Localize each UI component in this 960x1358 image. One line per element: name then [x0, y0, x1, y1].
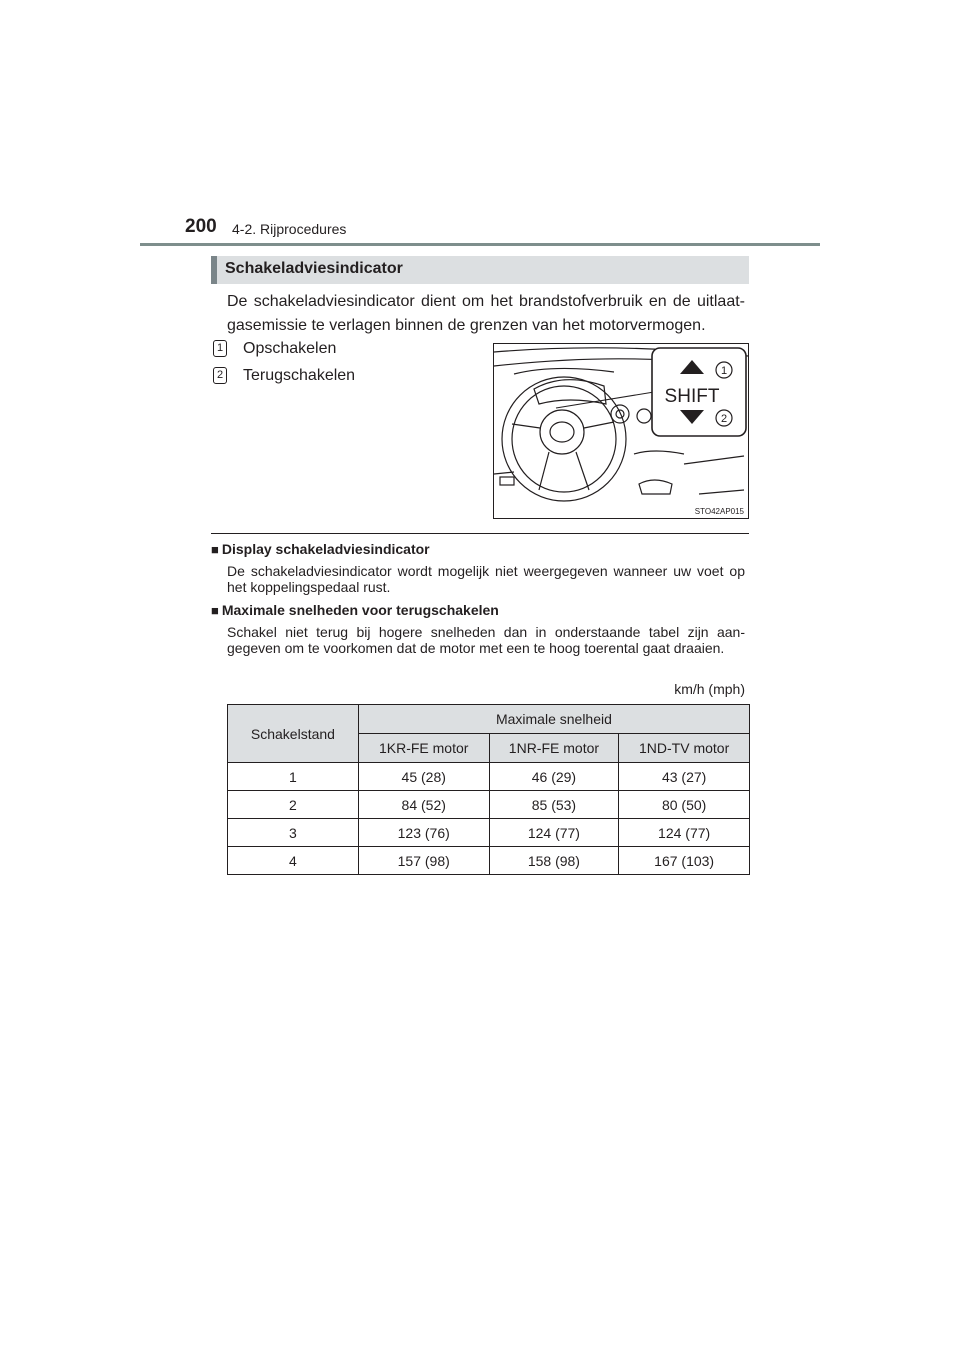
table-row: [228, 791, 750, 819]
section-divider: [211, 533, 749, 534]
table-cell: 80 (50): [619, 791, 750, 819]
dashboard-illustration: [493, 343, 749, 519]
section-label: 4-2. Rijprocedures: [232, 221, 347, 237]
table-cell: 43 (27): [619, 763, 750, 791]
shift-text: SHIFT: [664, 386, 720, 407]
note-heading-max-speeds: [211, 602, 499, 618]
item-number-2: 2: [213, 367, 227, 384]
header-rule: [140, 243, 820, 246]
dashboard-drawing: [494, 344, 748, 518]
max-speed-table: [227, 704, 750, 875]
table-row: [228, 763, 750, 791]
callout-2: 2: [720, 413, 728, 425]
table-row: [228, 819, 750, 847]
note-heading-display: [211, 541, 430, 557]
item-label-downshift: Terugschakelen: [243, 367, 356, 384]
table-cell: 1: [228, 763, 359, 791]
header-gear: Schakelstand: [228, 705, 359, 763]
header-engine-1nd: 1ND-TV motor: [619, 734, 750, 763]
header-max-speed: Maximale snelheid: [358, 705, 749, 734]
section-title-bar: [211, 256, 749, 284]
item-number-1: 1: [213, 340, 227, 357]
figure-code: STO42AP015: [694, 507, 744, 516]
table-cell: 2: [228, 791, 359, 819]
table-cell: 124 (77): [489, 819, 619, 847]
item-label-upshift: Opschakelen: [243, 340, 337, 357]
table-cell: 167 (103): [619, 847, 750, 875]
page-number: 200: [185, 216, 217, 237]
square-bullet-icon: ■: [211, 603, 219, 618]
table-cell: 85 (53): [489, 791, 619, 819]
unit-label: km/h (mph): [674, 681, 745, 697]
table-cell: 157 (98): [358, 847, 489, 875]
table-row: [228, 847, 750, 875]
title-stripe: [211, 256, 217, 284]
note-body-display: De schakeladviesindicator wordt mogelijk niet weergegeven wanneer uw voet op het koppelingspedaal rust.: [227, 563, 745, 595]
note-heading-text: Display schakeladviesindicator: [221, 541, 430, 557]
table-cell: 158 (98): [489, 847, 619, 875]
header-engine-1kr: 1KR-FE motor: [358, 734, 489, 763]
square-bullet-icon: ■: [211, 542, 219, 557]
table-cell: 123 (76): [358, 819, 489, 847]
callout-1: 1: [720, 365, 728, 377]
table-cell: 124 (77): [619, 819, 750, 847]
note-body-max-speeds: Schakel niet terug bij hogere snelheden dan in onderstaande tabel zijn aan- gegeven om te voorkomen dat de motor met een te hoog toerental gaat draaien.: [227, 624, 745, 656]
table-cell: 4: [228, 847, 359, 875]
table-cell: 45 (28): [358, 763, 489, 791]
header-engine-1nr: 1NR-FE motor: [489, 734, 619, 763]
note-heading-text: Maximale snelheden voor terugschakelen: [221, 602, 499, 618]
table-cell: 84 (52): [358, 791, 489, 819]
intro-paragraph: De schakeladviesindicator dient om het brandstofverbruik en de uitlaat- gasemissie te verlagen binnen de grenzen van het motorvermogen.: [227, 293, 745, 334]
section-title: Schakeladviesindicator: [225, 260, 403, 277]
table-cell: 3: [228, 819, 359, 847]
table-cell: 46 (29): [489, 763, 619, 791]
